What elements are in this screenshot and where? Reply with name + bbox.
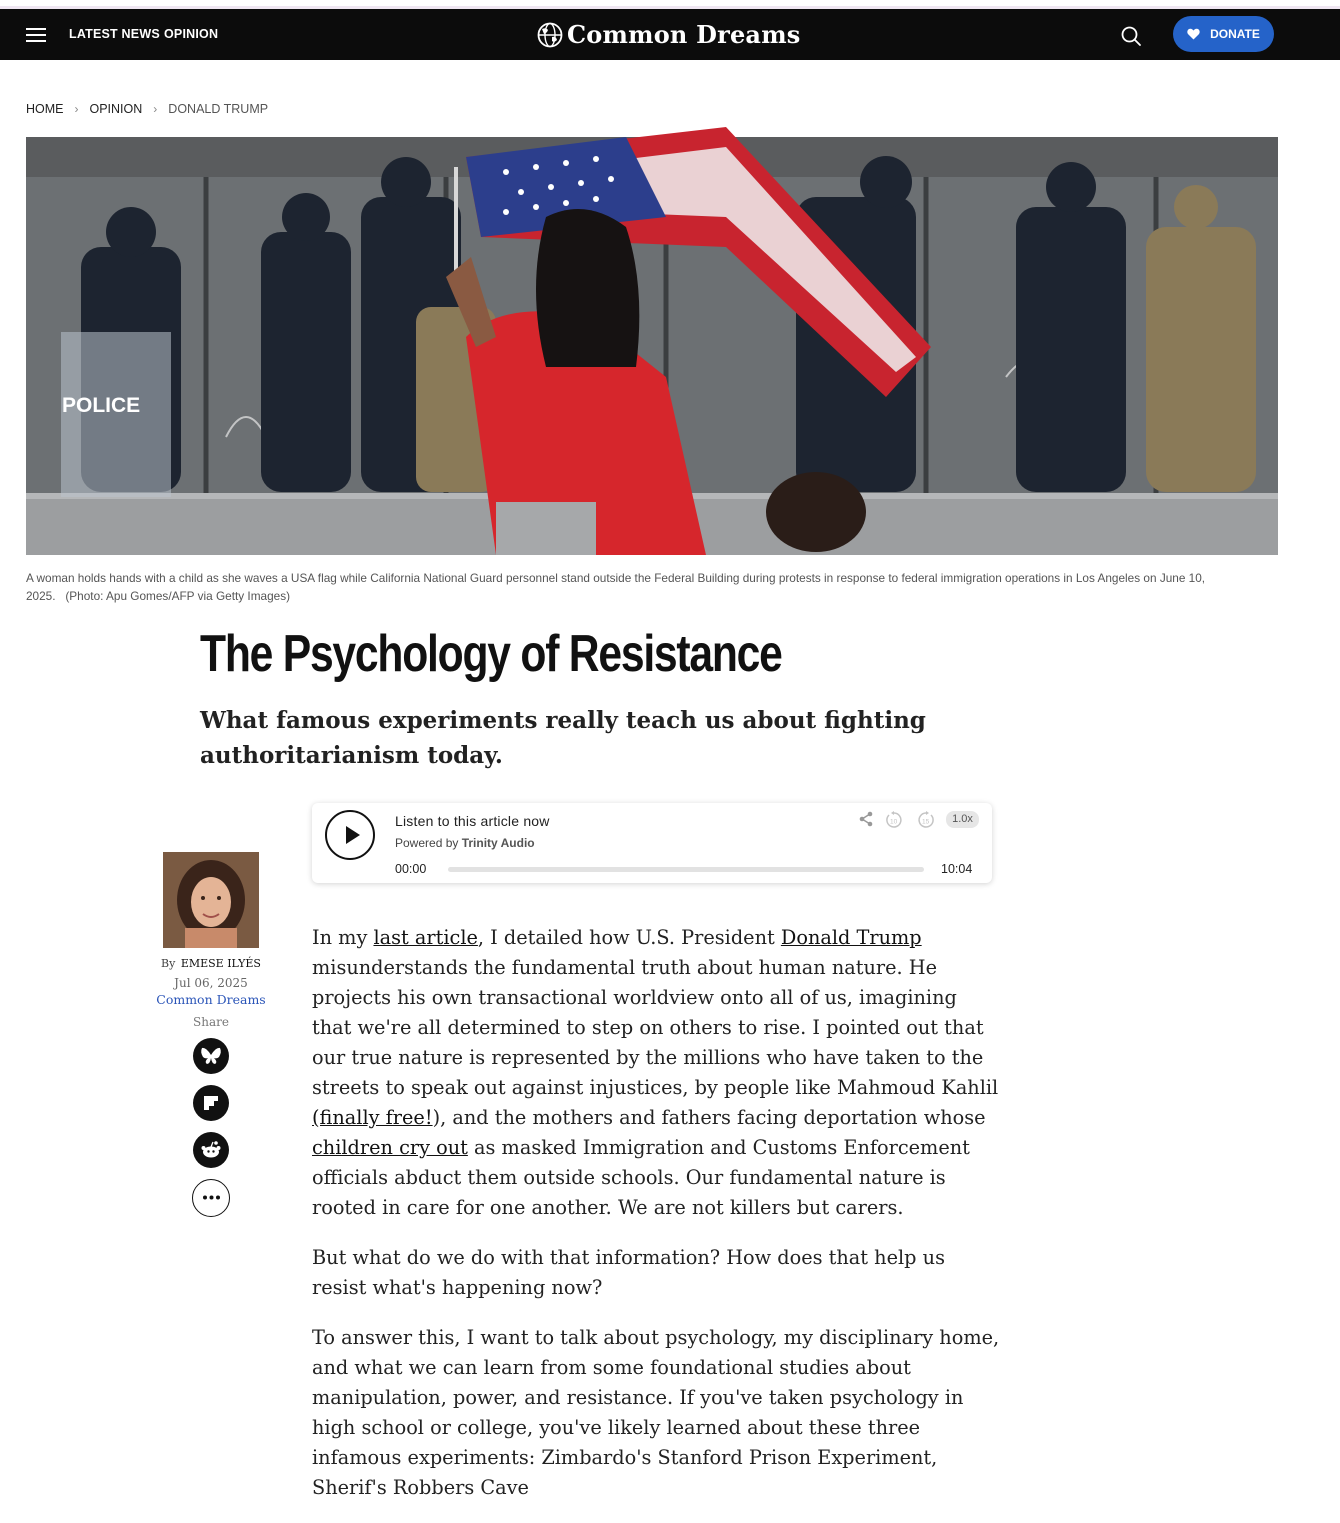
player-current-time: 00:00 [395, 862, 427, 876]
reddit-icon [193, 1132, 229, 1168]
paragraph-text: as masked Immigration and Customs Enforcement officials abduct them outside schools. Our fundamental nature is rooted in care for one another. We are not killers but carers. [312, 1136, 970, 1219]
nav-latest-news[interactable]: LATEST NEWS [69, 27, 160, 41]
player-title: Listen to this article now [395, 813, 550, 829]
player-total-time: 10:04 [941, 862, 973, 876]
player-progress-bar[interactable] [448, 867, 924, 872]
share-label: Share [193, 1015, 229, 1029]
breadcrumb-donald-trump[interactable]: DONALD TRUMP [168, 102, 269, 116]
rewind-10-icon[interactable] [885, 811, 903, 829]
breadcrumb [26, 102, 268, 116]
last-article-link[interactable]: last article [373, 926, 478, 949]
player-powered-by [395, 836, 535, 850]
forward-15-icon[interactable] [917, 811, 935, 829]
byline-prefix: By [161, 957, 176, 970]
audio-player [312, 803, 992, 883]
heart-icon [1187, 28, 1200, 40]
butterfly-icon [193, 1038, 229, 1074]
share-more-button[interactable] [192, 1179, 230, 1217]
page-subtitle: What famous experiments really teach us about fighting authoritarianism today. [200, 707, 926, 769]
site-logo[interactable] [537, 20, 801, 49]
avatar[interactable] [163, 852, 259, 948]
top-accent-line [0, 0, 1340, 9]
donate-label: DONATE [1210, 27, 1260, 41]
author-name[interactable]: EMESE ILYÉS [180, 957, 261, 970]
article-paragraph [312, 923, 1002, 1223]
article-body [312, 923, 1002, 1523]
paragraph-text: misunderstands the fundamental truth about human nature. He projects his own transactional worldview onto all of us, imagining that we're all determined to step on others to rise. I pointed out that our true nature is represented by the millions who have taken to the streets to speak out against injustices, by people like Mahmoud Kahlil [312, 956, 999, 1099]
svg-text:15: 15 [922, 818, 930, 826]
donate-button[interactable] [1173, 16, 1274, 52]
author-sidebar [150, 852, 272, 1217]
hero-photo-credit: (Photo: Apu Gomes/AFP via Getty Images) [65, 589, 291, 603]
playback-speed-button[interactable]: 1.0x [946, 811, 979, 828]
share-flipboard-button[interactable] [193, 1085, 229, 1121]
hero-caption-text: A woman holds hands with a child as she waves a USA flag while California National Guard personnel stand outside the Federal Building during protests in response to federal immigration operations in Los Angeles on June 10, 2025. [26, 571, 1206, 603]
powered-by-label: Powered by [395, 836, 459, 850]
article-paragraph: To answer this, I want to talk about psychology, my disciplinary home, and what we can learn from some foundational studies about manipulation, power, and resistance. If you've taken psychology in high school or college, you've likely learned about these three infamous experiments: Zimbardo's Stanford Prison Experiment, Sherif's Robbers Cave [312, 1326, 1000, 1499]
search-icon[interactable] [1120, 25, 1142, 47]
chevron-right-icon: › [74, 102, 79, 116]
chevron-right-icon: › [153, 102, 158, 116]
globe-icon [537, 22, 563, 48]
hero-image [26, 137, 1278, 555]
share-icon[interactable] [858, 811, 874, 827]
publish-date: Jul 06, 2025 [174, 976, 248, 990]
more-dots-icon [194, 1180, 229, 1215]
finally-free-link[interactable]: (finally free! [312, 1106, 433, 1129]
source-link[interactable]: Common Dreams [156, 992, 266, 1007]
paragraph-text: ), and the mothers and fathers facing deportation whose [432, 1106, 986, 1129]
paragraph-text: , I detailed how U.S. President [477, 926, 781, 949]
children-cry-out-link[interactable]: children cry out [312, 1136, 468, 1159]
police-shield-text: POLICE [62, 394, 141, 417]
paragraph-text: In my [312, 926, 374, 949]
byline [150, 957, 272, 970]
play-button[interactable] [325, 810, 375, 860]
svg-text:10: 10 [890, 818, 898, 826]
share-bluesky-button[interactable] [193, 1038, 229, 1074]
powered-by-provider[interactable]: Trinity Audio [461, 836, 535, 850]
site-header [0, 9, 1340, 60]
hero-caption [26, 569, 1276, 605]
share-reddit-button[interactable] [193, 1132, 229, 1168]
menu-icon[interactable] [26, 28, 46, 42]
breadcrumb-opinion[interactable]: OPINION [89, 102, 143, 116]
donald-trump-link[interactable]: Donald Trump [780, 926, 922, 949]
breadcrumb-home[interactable]: HOME [26, 102, 64, 116]
article-paragraph: But what do we do with that information? How does that help us resist what's happening now? [312, 1246, 945, 1299]
page-title: The Psychology of Resistance [200, 625, 782, 683]
flipboard-icon [193, 1085, 229, 1121]
logo-text: Common Dreams [567, 20, 801, 49]
nav-opinion[interactable]: OPINION [164, 27, 219, 41]
